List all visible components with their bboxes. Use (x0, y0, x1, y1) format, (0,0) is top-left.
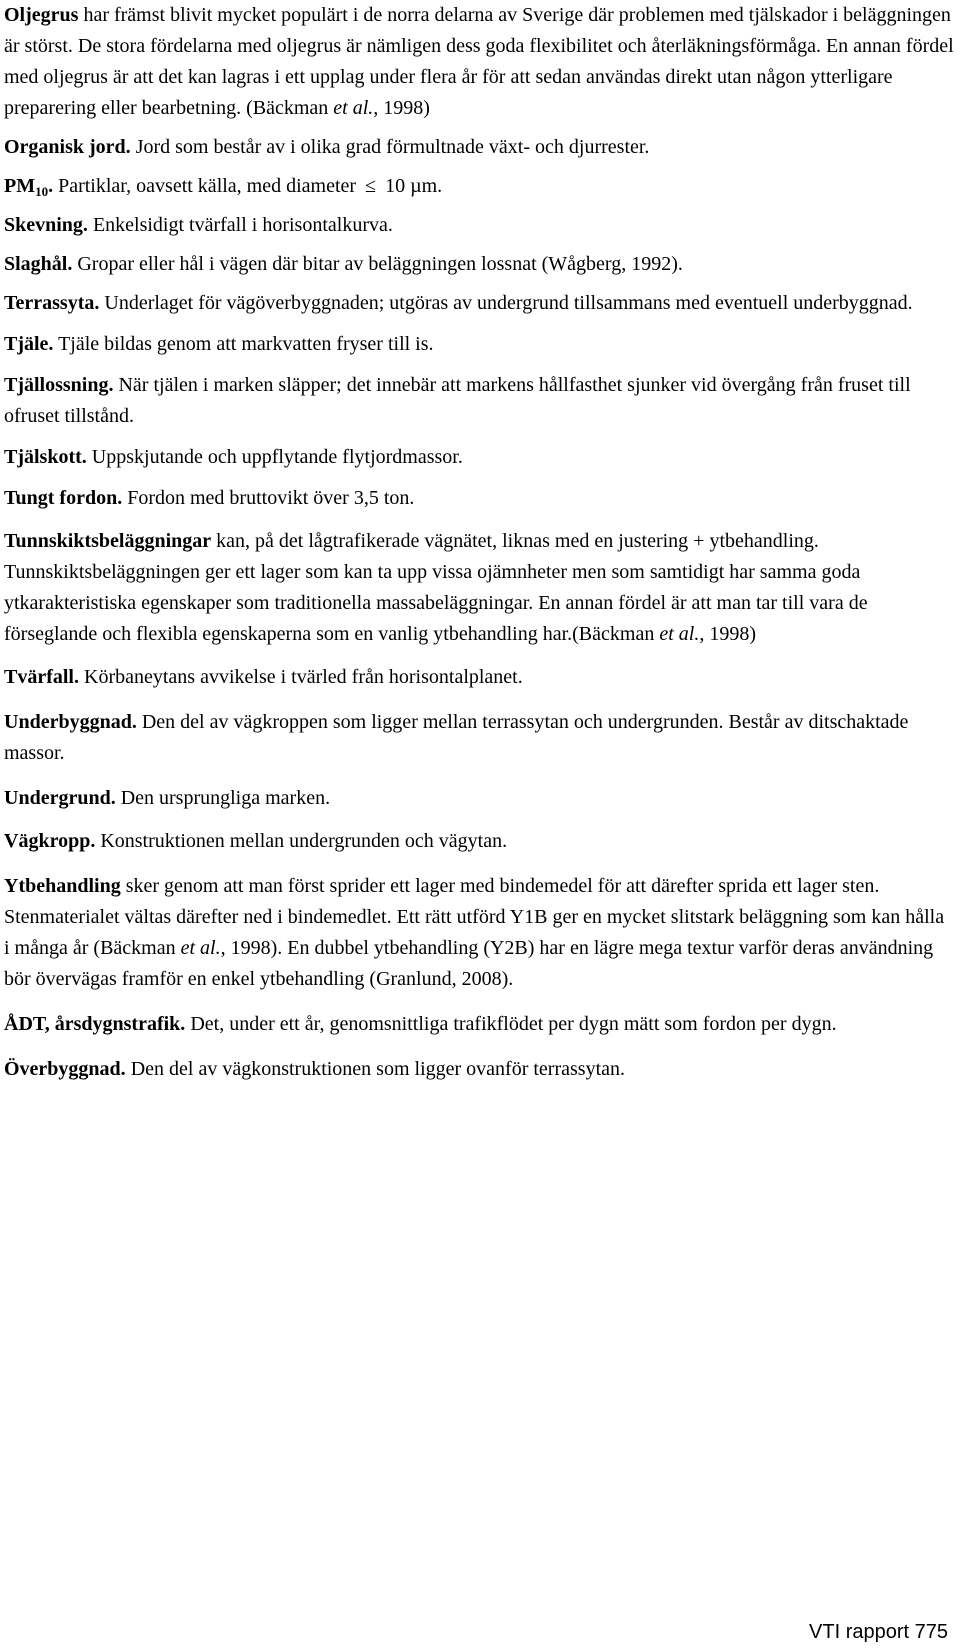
entry-term: Organisk jord. (4, 136, 131, 158)
glossary-entry-terrassyta (4, 288, 954, 319)
entry-definition: Det, under ett år, genomsnittliga trafikflödet per dygn mätt som fordon per dygn. (185, 1013, 837, 1035)
term-end: . (48, 175, 54, 197)
entry-term: Tjällossning. (4, 374, 114, 396)
entry-definition: Konstruktionen mellan undergrunden och vägytan. (95, 830, 508, 852)
glossary-entry-tungt-fordon (4, 483, 954, 514)
entry-definition: Gropar eller hål i vägen där bitar av beläggningen lossnat (Wågberg, 1992). (72, 253, 683, 275)
less-than-or-equal-symbol: ≤ (365, 175, 377, 197)
glossary-entry-tvarfall (4, 662, 954, 693)
entry-definition-end: 10 µm. (380, 175, 443, 197)
entry-term: Slaghål. (4, 253, 73, 275)
entry-definition: Uppskjutande och uppflytande flytjordmassor. (86, 446, 463, 468)
entry-definition: Underlaget för vägöverbyggnaden; utgöras av undergrund tillsammans med eventuell underbyggnad. (99, 292, 913, 314)
entry-definition-end: , 1998). En dubbel ytbehandling (Y2B) har en lägre mega textur varför deras användning bör övervägas framför en enkel ytbehandling (Granlund, 2008). (4, 937, 934, 990)
entry-definition: Den del av vägkroppen som ligger mellan terrassytan och undergrunden. Består av ditschaktade massor. (4, 711, 909, 764)
entry-definition: Fordon med bruttovikt över 3,5 ton. (122, 487, 415, 509)
glossary-entry-slaghal (4, 249, 954, 280)
entry-term: Skevning. (4, 214, 88, 236)
entry-citation-etal: et al. (180, 937, 221, 959)
entry-definition: Körbaneytans avvikelse i tvärled från horisontalplanet. (79, 666, 523, 688)
entry-citation-year: , 1998) (699, 623, 757, 645)
glossary-entry-overbyggnad (4, 1054, 954, 1085)
glossary-entry-tjale (4, 329, 954, 360)
glossary-entry-ytbehandling (4, 871, 954, 995)
entry-definition: har främst blivit mycket populärt i de norra delarna av Sverige där problemen med tjälskador i beläggningen är störst. De stora fördelarna med oljegrus är nämligen dess goda flexibilitet och återläkningsförmåga. En annan fördel med oljegrus är att det kan lagras i ett upplag under flera år för att sedan användas direkt utan någon ytterligare preparering eller bearbetning. (Bäckman (4, 4, 954, 119)
entry-definition: sker genom att man först sprider ett lager med bindemedel för att därefter sprida ett lager sten. Stenmaterialet vältas därefter ned i bindemedlet. Ett rätt utförd Y1B ger en mycket slitstark beläggning som kan hålla i många år (Bäckman (4, 875, 945, 959)
glossary-entry-skevning (4, 210, 954, 241)
entry-definition: Partiklar, oavsett källa, med diameter (53, 175, 362, 197)
entry-term: Tunnskiktsbeläggningar (4, 530, 212, 552)
glossary-entry-tjallossning (4, 370, 954, 432)
entry-definition: Tjäle bildas genom att markvatten fryser till is. (53, 333, 434, 355)
entry-term: Tjälskott. (4, 446, 87, 468)
entry-term: Tungt fordon. (4, 487, 123, 509)
entry-definition: kan, på det lågtrafikerade vägnätet, liknas med en justering + ytbehandling. Tunnskiktsbeläggningen ger ett lager som kan ta upp vissa ojämnheter men som samtidigt har samma goda ytkarakteristiska egenskaper som traditionella massabeläggningar. En annan fördel är att man tar till vara de förseglande och flexibla egenskaperna som en vanlig ytbehandling har.(Bäckman (4, 530, 868, 645)
glossary-entry-vagkropp (4, 826, 954, 857)
glossary-entry-underbyggnad (4, 707, 954, 769)
glossary (4, 0, 954, 1085)
entry-term: Överbyggnad. (4, 1058, 126, 1080)
glossary-entry-adt (4, 1009, 954, 1040)
entry-term: Oljegrus (4, 4, 79, 26)
entry-term: Tvärfall. (4, 666, 79, 688)
page-footer: VTI rapport 775 (809, 1621, 948, 1643)
glossary-entry-organisk-jord (4, 132, 954, 163)
glossary-entry-tunnskiktsbelaggningar (4, 526, 954, 650)
entry-term: ÅDT, årsdygnstrafik. (4, 1013, 186, 1035)
term-main: PM (4, 175, 36, 197)
glossary-entry-undergrund (4, 783, 954, 814)
entry-definition: Den ursprungliga marken. (115, 787, 331, 809)
glossary-entry-pm10 (4, 171, 954, 202)
glossary-entry-oljegrus (4, 0, 954, 124)
entry-term: Tjäle. (4, 333, 54, 355)
entry-term: Ytbehandling (4, 875, 121, 897)
entry-citation-etal: et al. (659, 623, 700, 645)
term-subscript: 10 (35, 184, 49, 199)
glossary-entry-tjalskott (4, 442, 954, 473)
entry-term: Terrassyta. (4, 292, 100, 314)
entry-citation-year: , 1998) (373, 97, 430, 119)
entry-term: Underbyggnad. (4, 711, 137, 733)
entry-definition: Enkelsidigt tvärfall i horisontalkurva. (87, 214, 393, 236)
entry-term: Undergrund. (4, 787, 116, 809)
entry-definition: Jord som består av i olika grad förmultnade växt- och djurrester. (130, 136, 650, 158)
entry-definition: När tjälen i marken släpper; det innebär att markens hållfasthet sjunker vid övergång från fruset till ofruset tillstånd. (4, 374, 911, 427)
entry-definition: Den del av vägkonstruktionen som ligger ovanför terrassytan. (125, 1058, 626, 1080)
entry-citation-etal: et al. (333, 97, 374, 119)
entry-term (4, 175, 53, 197)
entry-term: Vägkropp. (4, 830, 96, 852)
